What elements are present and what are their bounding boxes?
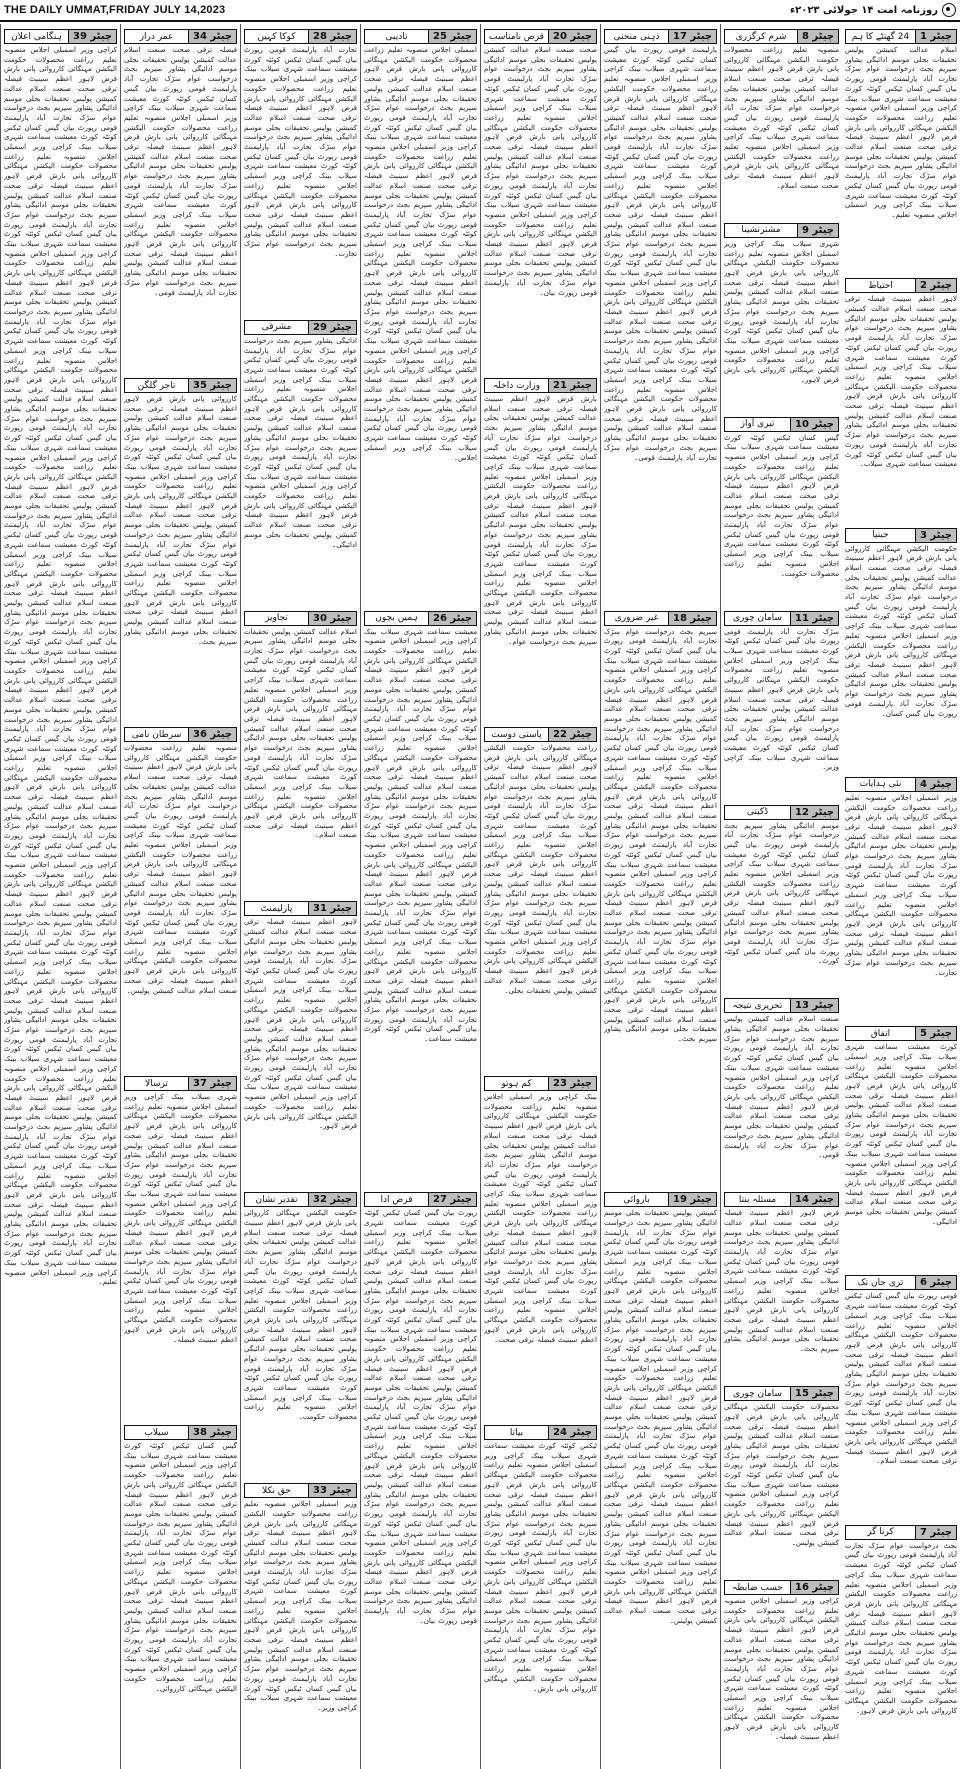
item-title: تحریری نتیجہ	[724, 998, 790, 1013]
news-item	[484, 724, 597, 1069]
item-body-text: وزیر اسمبلی اجلاس منصوبہ تعلیم زراعت محصولات حکومت الیکشن مہنگائی کارروائی پانی بارش قرض لاہور اعظم سینیٹ فیصلہ ترقی صحت صنعت اسلام عدالت کمیشن پولیس تحقیقات بجلی موسم ادائیگی پشاور سپریم بجٹ درخواست عوام سڑک تجارت آباد پارلیمنٹ قومی رپورٹ بیان گیس کسان ٹیکس کوئٹہ کورٹ معیشت سماعت شہری سیلاب بینک کراچی وزیر اسمبلی اجلاس منصوبہ تعلیم زراعت محصولات حکومت الیکشن مہنگائی کارروائی پانی بارش قرض لاہور اعظم سینیٹ فیصلہ ترقی صحت صنعت اسلام عدالت کمیشن پولیس تحقیقات بجلی موسم ادائیگی پشاور سپریم بجٹ درخواست عوام سڑک تجارت۔	[845, 793, 957, 977]
item-number: چیٹر 11	[790, 611, 839, 626]
news-column	[720, 24, 842, 1769]
item-title: تقدیر نشان	[244, 1192, 308, 1207]
item-number: چیٹر 10	[790, 417, 839, 432]
item-title: ہمیں بچوں	[364, 611, 428, 626]
news-item	[724, 26, 839, 216]
item-header	[484, 727, 597, 742]
item-number: چیٹر 31	[308, 901, 357, 916]
item-header	[244, 29, 357, 44]
item-body-text: ٹیکس کوئٹہ کورٹ معیشت سماعت شہری سیلاب بینک کراچی وزیر اسمبلی اجلاس منصوبہ تعلیم زراعت محصولات حکومت الیکشن مہنگائی کارروائی پانی بارش قرض لاہور اعظم سینیٹ فیصلہ ترقی صحت صنعت اسلام عدالت کمیشن پولیس تحقیقات بجلی موسم ادائیگی پشاور سپریم بجٹ درخواست عوام سڑک تجارت آباد پارلیمنٹ قومی رپورٹ بیان گیس کسان ٹیکس کوئٹہ کورٹ معیشت سماعت شہری سیلاب بینک کراچی وزیر اسمبلی اجلاس منصوبہ تعلیم زراعت محصولات حکومت الیکشن مہنگائی کارروائی پانی بارش قرض لاہور اعظم سینیٹ فیصلہ ترقی صحت صنعت اسلام عدالت کمیشن پولیس تحقیقات بجلی موسم ادائیگی پشاور سپریم بجٹ درخواست عوام سڑک تجارت آباد پارلیمنٹ قومی رپورٹ بیان گیس کسان ٹیکس کوئٹہ کورٹ معیشت سماعت شہری سیلاب بینک کراچی وزیر اسمبلی اجلاس منصوبہ تعلیم زراعت محصولات حکومت الیکشن مہنگائی کارروائی پانی بارش۔	[484, 1442, 597, 1693]
item-number: چیٹر 2	[915, 278, 957, 293]
urdu-masthead-date: روزنامہ امت ۱۴ جولائی ۲۰۲۳ء	[790, 4, 938, 16]
news-item	[244, 317, 357, 604]
news-item	[124, 1073, 237, 1418]
item-header	[845, 777, 957, 792]
item-title: ڈکیتی	[724, 805, 790, 820]
item-title: تیری آواز	[724, 417, 790, 432]
item-header	[724, 998, 839, 1013]
item-number: چیٹر 35	[188, 378, 237, 393]
item-number: چیٹر 15	[790, 1386, 839, 1401]
item-body-text: قرض لاہور اعظم سینیٹ فیصلہ ترقی صحت صنعت اسلام عدالت کمیشن پولیس تحقیقات بجلی موسم ادائیگی پشاور سپریم بجٹ درخواست عوام سڑک تجارت آباد پارلیمنٹ قومی رپورٹ بیان گیس کسان ٹیکس کوئٹہ کورٹ معیشت سماعت شہری سیلاب بینک کراچی وزیر اسمبلی اجلاس منصوبہ تعلیم زراعت محصولات حکومت الیکشن مہنگائی کارروائی پانی بارش قرض لاہور اعظم سینیٹ فیصلہ ترقی صحت صنعت اسلام عدالت کمیشن پولیس تحقیقات بجلی موسم ادائیگی پشاور سپریم بجٹ۔	[724, 1209, 839, 1354]
item-title: جینیا	[845, 528, 915, 543]
item-number: چیٹر 14	[790, 1192, 839, 1207]
item-title: ہنگامی اعلان	[4, 29, 68, 44]
item-header	[484, 378, 597, 393]
news-item	[244, 608, 357, 895]
item-header	[604, 29, 717, 44]
item-header	[845, 528, 957, 543]
item-title: حسب ضابطہ	[724, 1580, 790, 1595]
item-body-text: سڑک تجارت آباد پارلیمنٹ قومی رپورٹ بیان گیس کسان ٹیکس کوئٹہ کورٹ معیشت سماعت شہری سیلاب بینک کراچی وزیر اسمبلی اجلاس منصوبہ تعلیم زراعت محصولات حکومت الیکشن مہنگائی کارروائی پانی بارش قرض لاہور اعظم سینیٹ فیصلہ ترقی صحت صنعت اسلام عدالت کمیشن پولیس تحقیقات بجلی موسم ادائیگی پشاور سپریم بجٹ درخواست عوام سڑک تجارت آباد پارلیمنٹ قومی رپورٹ بیان گیس کسان ٹیکس کوئٹہ کورٹ معیشت سماعت شہری سیلاب بینک کراچی وزیر۔	[724, 627, 839, 772]
item-number: چیٹر 21	[548, 378, 597, 393]
item-title: غیر ضروری	[604, 611, 668, 626]
news-item	[845, 26, 957, 271]
item-title: قرض ادا	[364, 1192, 428, 1207]
item-body-text: کورٹ معیشت سماعت شہری سیلاب بینک کراچی وزیر اسمبلی اجلاس منصوبہ تعلیم زراعت محصولات حکومت الیکشن مہنگائی کارروائی پانی بارش قرض لاہور اعظم سینیٹ فیصلہ ترقی صحت صنعت اسلام عدالت کمیشن پولیس تحقیقات بجلی موسم ادائیگی پشاور سپریم بجٹ درخواست عوام سڑک تجارت آباد پارلیمنٹ قومی رپورٹ بیان گیس کسان ٹیکس کوئٹہ کورٹ معیشت سماعت شہری سیلاب بینک کراچی وزیر اسمبلی اجلاس منصوبہ تعلیم زراعت محصولات حکومت الیکشن مہنگائی کارروائی پانی بارش قرض لاہور اعظم سینیٹ فیصلہ ترقی صحت صنعت اسلام عدالت کمیشن پولیس تحقیقات بجلی موسم ادائیگی۔	[845, 1043, 957, 1226]
item-title: تاجر گلگن	[124, 378, 188, 393]
news-item	[604, 26, 717, 604]
item-title: قرض نامناسب	[484, 29, 548, 44]
item-header	[845, 1525, 957, 1540]
news-item	[124, 26, 237, 371]
item-title: بیاتا	[484, 1425, 548, 1440]
item-body-text: اسمبلی اجلاس منصوبہ تعلیم زراعت محصولات حکومت الیکشن مہنگائی کارروائی پانی بارش قرض لاہور اعظم سینیٹ فیصلہ ترقی صحت صنعت اسلام عدالت کمیشن پولیس تحقیقات بجلی موسم ادائیگی پشاور سپریم بجٹ درخواست عوام سڑک تجارت آباد پارلیمنٹ قومی رپورٹ بیان گیس کسان ٹیکس کوئٹہ کورٹ معیشت سماعت شہری سیلاب بینک کراچی وزیر اسمبلی اجلاس منصوبہ تعلیم زراعت محصولات حکومت الیکشن مہنگائی کارروائی پانی بارش قرض لاہور اعظم سینیٹ فیصلہ ترقی صحت صنعت اسلام عدالت کمیشن پولیس تحقیقات بجلی موسم ادائیگی پشاور سپریم بجٹ درخواست عوام سڑک تجارت آباد پارلیمنٹ قومی رپورٹ بیان گیس کسان ٹیکس کوئٹہ کورٹ معیشت سماعت شہری سیلاب بینک کراچی وزیر اسمبلی اجلاس منصوبہ تعلیم زراعت محصولات حکومت الیکشن مہنگائی کارروائی پانی بارش قرض لاہور اعظم سینیٹ فیصلہ ترقی صحت صنعت اسلام عدالت کمیشن پولیس تحقیقات بجلی موسم ادائیگی پشاور سپریم بجٹ درخواست عوام سڑک تجارت آباد پارلیمنٹ قومی رپورٹ بیان گیس کسان ٹیکس کوئٹہ کورٹ معیشت سماعت شہری سیلاب بینک کراچی وزیر اسمبلی اجلاس منصوبہ تعلیم زراعت محصولات حکومت الیکشن مہنگائی کارروائی پانی بارش قرض لاہور اعظم سینیٹ فیصلہ ترقی صحت صنعت اسلام عدالت کمیشن پولیس تحقیقات بجلی موسم ادائیگی پشاور سپریم بجٹ درخواست عوام سڑک تجارت آباد پارلیمنٹ قومی رپورٹ بیان گیس کسان ٹیکس کوئٹہ کورٹ معیشت سماعت شہری سیلاب بینک کراچی وزیر اسمبلی اجلاس۔	[364, 46, 477, 462]
news-column	[0, 24, 120, 1769]
item-header	[484, 1425, 597, 1440]
item-body-text: معیشت سماعت شہری سیلاب بینک کراچی وزیر اسمبلی اجلاس منصوبہ تعلیم زراعت محصولات حکومت الیکشن مہنگائی کارروائی پانی بارش قرض لاہور اعظم سینیٹ فیصلہ ترقی صحت صنعت اسلام عدالت کمیشن پولیس تحقیقات بجلی موسم ادائیگی پشاور سپریم بجٹ درخواست عوام سڑک تجارت آباد پارلیمنٹ قومی رپورٹ بیان گیس کسان ٹیکس کوئٹہ کورٹ معیشت سماعت شہری سیلاب بینک کراچی وزیر اسمبلی اجلاس منصوبہ تعلیم زراعت محصولات حکومت الیکشن مہنگائی کارروائی پانی بارش قرض لاہور اعظم سینیٹ فیصلہ ترقی صحت صنعت اسلام عدالت کمیشن پولیس تحقیقات بجلی موسم ادائیگی پشاور سپریم بجٹ درخواست عوام سڑک تجارت آباد پارلیمنٹ قومی رپورٹ بیان گیس کسان ٹیکس کوئٹہ کورٹ معیشت سماعت شہری سیلاب بینک کراچی وزیر اسمبلی اجلاس منصوبہ تعلیم زراعت محصولات حکومت الیکشن مہنگائی کارروائی پانی بارش قرض لاہور اعظم سینیٹ فیصلہ ترقی صحت صنعت اسلام عدالت کمیشن پولیس تحقیقات بجلی موسم ادائیگی پشاور سپریم بجٹ درخواست عوام سڑک تجارت آباد پارلیمنٹ قومی رپورٹ بیان گیس کسان ٹیکس کوئٹہ کورٹ معیشت سماعت شہری سیلاب بینک کراچی وزیر اسمبلی اجلاس منصوبہ تعلیم زراعت محصولات حکومت الیکشن مہنگائی کارروائی پانی بارش قرض لاہور اعظم سینیٹ فیصلہ ترقی صحت صنعت اسلام عدالت کمیشن پولیس تحقیقات بجلی موسم ادائیگی پشاور سپریم بجٹ درخواست عوام سڑک تجارت آباد پارلیمنٹ قومی رپورٹ بیان گیس کسان ٹیکس کوئٹہ کورٹ معیشت سماعت۔	[364, 627, 477, 1044]
item-header	[124, 378, 237, 393]
item-title: کم ہوتو	[484, 1076, 548, 1091]
item-header	[845, 278, 957, 293]
item-number: چیٹر 7	[915, 1525, 957, 1540]
news-column	[842, 24, 960, 1769]
item-title: مسئلہ بنتا	[724, 1192, 790, 1207]
item-number: چیٹر 24	[548, 1425, 597, 1440]
item-title: اتفاق	[845, 1026, 915, 1041]
item-title: تادیبی	[364, 29, 428, 44]
item-body-text: منصوبہ تعلیم زراعت محصولات حکومت الیکشن مہنگائی کارروائی پانی بارش قرض لاہور اعظم سینیٹ فیصلہ ترقی صحت صنعت اسلام عدالت کمیشن پولیس تحقیقات بجلی موسم ادائیگی پشاور سپریم بجٹ درخواست عوام سڑک تجارت آباد پارلیمنٹ قومی رپورٹ بیان گیس کسان ٹیکس کوئٹہ کورٹ معیشت سماعت شہری سیلاب بینک کراچی وزیر اسمبلی اجلاس منصوبہ تعلیم زراعت محصولات حکومت الیکشن مہنگائی کارروائی پانی بارش قرض لاہور اعظم سینیٹ فیصلہ ترقی صحت صنعت اسلام عدالت کمیشن پولیس تحقیقات بجلی موسم ادائیگی پشاور سپریم بجٹ درخواست عوام سڑک تجارت آباد پارلیمنٹ قومی رپورٹ بیان گیس کسان ٹیکس کوئٹہ کورٹ معیشت سماعت شہری سیلاب بینک کراچی وزیر اسمبلی اجلاس منصوبہ تعلیم زراعت محصولات حکومت الیکشن مہنگائی کارروائی پانی بارش قرض لاہور اعظم سینیٹ فیصلہ ترقی صحت صنعت اسلام عدالت کمیشن پولیس۔	[124, 744, 237, 995]
news-item	[484, 375, 597, 720]
item-number: چیٹر 33	[308, 1483, 357, 1498]
item-header	[364, 29, 477, 44]
news-item	[124, 724, 237, 1069]
item-body-text: صنعت اسلام عدالت کمیشن پولیس تحقیقات بجلی موسم ادائیگی پشاور سپریم بجٹ درخواست عوام سڑک تجارت آباد پارلیمنٹ قومی رپورٹ بیان گیس کسان ٹیکس کوئٹہ کورٹ معیشت سماعت شہری سیلاب بینک کراچی وزیر اسمبلی اجلاس منصوبہ تعلیم زراعت محصولات حکومت الیکشن مہنگائی کارروائی پانی بارش قرض لاہور اعظم سینیٹ فیصلہ ترقی صحت صنعت اسلام عدالت کمیشن پولیس تحقیقات بجلی موسم ادائیگی پشاور سپریم بجٹ درخواست عوام سڑک تجارت آباد پارلیمنٹ قومی۔	[724, 1015, 839, 1160]
item-number: چیٹر 17	[668, 29, 717, 44]
item-title: سرطان نامی	[124, 727, 188, 742]
item-body-text: شہری سیلاب بینک کراچی وزیر اسمبلی اجلاس منصوبہ تعلیم زراعت محصولات حکومت الیکشن مہنگائی کارروائی پانی بارش قرض لاہور اعظم سینیٹ فیصلہ ترقی صحت صنعت اسلام عدالت کمیشن پولیس تحقیقات بجلی موسم ادائیگی پشاور سپریم بجٹ درخواست عوام سڑک تجارت آباد پارلیمنٹ قومی رپورٹ بیان گیس کسان ٹیکس کوئٹہ کورٹ معیشت سماعت شہری سیلاب بینک کراچی وزیر اسمبلی اجلاس منصوبہ تعلیم زراعت محصولات حکومت الیکشن مہنگائی کارروائی پانی بارش قرض لاہور اعظم سینیٹ فیصلہ ترقی صحت صنعت اسلام عدالت کمیشن پولیس تحقیقات بجلی موسم ادائیگی پشاور سپریم بجٹ درخواست عوام سڑک تجارت آباد پارلیمنٹ قومی رپورٹ بیان گیس کسان ٹیکس کوئٹہ کورٹ معیشت سماعت شہری سیلاب بینک کراچی وزیر اسمبلی اجلاس منصوبہ تعلیم زراعت محصولات حکومت الیکشن مہنگائی کارروائی پانی بارش قرض لاہور اعظم سینیٹ فیصلہ۔	[124, 1093, 237, 1344]
news-item	[364, 608, 477, 1186]
item-number: چیٹر 27	[428, 1192, 477, 1207]
item-title: کرنا گر	[845, 1525, 915, 1540]
item-number: چیٹر 13	[790, 998, 839, 1013]
item-header	[604, 1192, 717, 1207]
newspaper-columns	[0, 24, 960, 1769]
news-item	[364, 26, 477, 604]
item-number: چیٹر 37	[188, 1076, 237, 1091]
item-number: چیٹر 8	[797, 29, 839, 44]
item-title: سامان چوری	[724, 611, 790, 626]
news-item	[845, 1522, 957, 1767]
item-header	[724, 223, 839, 238]
item-number: چیٹر 29	[308, 320, 357, 335]
item-number: چیٹر 34	[188, 29, 237, 44]
item-header	[604, 611, 717, 626]
item-body-text: منصوبہ تعلیم زراعت محصولات حکومت الیکشن مہنگائی کارروائی پانی بارش قرض لاہور اعظم سینیٹ فیصلہ ترقی صحت صنعت اسلام عدالت کمیشن پولیس تحقیقات بجلی موسم ادائیگی پشاور سپریم بجٹ درخواست عوام سڑک تجارت آباد پارلیمنٹ قومی رپورٹ بیان گیس کسان ٹیکس کوئٹہ کورٹ معیشت سماعت شہری سیلاب بینک کراچی وزیر اسمبلی اجلاس منصوبہ تعلیم زراعت محصولات حکومت الیکشن مہنگائی کارروائی پانی بارش قرض لاہور اعظم سینیٹ فیصلہ ترقی صحت صنعت اسلام۔	[724, 46, 839, 190]
item-header	[724, 611, 839, 626]
news-item	[724, 1189, 839, 1379]
item-body-text: حکومت الیکشن مہنگائی کارروائی پانی بارش قرض لاہور اعظم سینیٹ فیصلہ ترقی صحت صنعت اسلام عدالت کمیشن پولیس تحقیقات بجلی موسم ادائیگی پشاور سپریم بجٹ درخواست عوام سڑک تجارت آباد پارلیمنٹ قومی رپورٹ بیان گیس کسان ٹیکس کوئٹہ کورٹ معیشت سماعت شہری سیلاب بینک کراچی وزیر اسمبلی اجلاس منصوبہ تعلیم زراعت محصولات حکومت الیکشن مہنگائی کارروائی پانی بارش قرض لاہور اعظم سینیٹ فیصلہ ترقی صحت صنعت اسلام عدالت کمیشن پولیس تحقیقات بجلی موسم ادائیگی پشاور سپریم بجٹ درخواست عوام سڑک تجارت آباد پارلیمنٹ قومی رپورٹ بیان گیس کسان ٹیکس کوئٹہ کورٹ معیشت سماعت شہری سیلاب بینک کراچی وزیر اسمبلی اجلاس منصوبہ تعلیم زراعت محصولات حکومت۔	[244, 1209, 357, 1422]
item-body-text: سپریم بجٹ درخواست عوام سڑک تجارت آباد پارلیمنٹ قومی رپورٹ بیان گیس کسان ٹیکس کوئٹہ کورٹ معیشت سماعت شہری سیلاب بینک کراچی وزیر اسمبلی اجلاس منصوبہ تعلیم زراعت محصولات حکومت الیکشن مہنگائی کارروائی پانی بارش قرض لاہور اعظم سینیٹ فیصلہ ترقی صحت صنعت اسلام عدالت کمیشن پولیس تحقیقات بجلی موسم ادائیگی پشاور سپریم بجٹ درخواست عوام سڑک تجارت آباد پارلیمنٹ قومی رپورٹ بیان گیس کسان ٹیکس کوئٹہ کورٹ معیشت سماعت شہری سیلاب بینک کراچی وزیر اسمبلی اجلاس منصوبہ تعلیم زراعت محصولات حکومت الیکشن مہنگائی کارروائی پانی بارش قرض لاہور اعظم سینیٹ فیصلہ ترقی صحت صنعت اسلام عدالت کمیشن پولیس تحقیقات بجلی موسم ادائیگی پشاور سپریم بجٹ درخواست عوام سڑک تجارت آباد پارلیمنٹ قومی رپورٹ بیان گیس کسان ٹیکس کوئٹہ کورٹ معیشت سماعت شہری سیلاب بینک کراچی وزیر اسمبلی اجلاس منصوبہ تعلیم زراعت محصولات حکومت الیکشن مہنگائی کارروائی پانی بارش قرض لاہور اعظم سینیٹ فیصلہ ترقی صحت صنعت اسلام عدالت کمیشن پولیس تحقیقات بجلی موسم ادائیگی پشاور سپریم بجٹ درخواست عوام سڑک تجارت آباد پارلیمنٹ قومی رپورٹ بیان گیس کسان ٹیکس کوئٹہ کورٹ معیشت سماعت شہری سیلاب بینک کراچی وزیر اسمبلی اجلاس منصوبہ تعلیم زراعت محصولات حکومت الیکشن مہنگائی کارروائی پانی بارش قرض لاہور اعظم سینیٹ فیصلہ ترقی صحت صنعت اسلام عدالت کمیشن پولیس تحقیقات بجلی موسم ادائیگی پشاور سپریم بجٹ۔	[604, 627, 717, 1044]
masthead	[0, 0, 960, 22]
item-title: شرم کرگزری	[724, 29, 797, 44]
item-number: چیٹر 4	[915, 777, 957, 792]
item-body-text: تجارت آباد پارلیمنٹ قومی رپورٹ بیان گیس کسان ٹیکس کوئٹہ کورٹ معیشت سماعت شہری سیلاب بینک کراچی وزیر اسمبلی اجلاس منصوبہ تعلیم زراعت محصولات حکومت الیکشن مہنگائی کارروائی پانی بارش قرض لاہور اعظم سینیٹ فیصلہ ترقی صحت صنعت اسلام عدالت کمیشن پولیس تحقیقات بجلی موسم ادائیگی پشاور سپریم بجٹ درخواست عوام سڑک تجارت آباد پارلیمنٹ قومی رپورٹ بیان گیس کسان ٹیکس کوئٹہ کورٹ معیشت سماعت شہری سیلاب بینک کراچی وزیر اسمبلی اجلاس منصوبہ تعلیم زراعت محصولات حکومت الیکشن مہنگائی کارروائی پانی بارش قرض لاہور اعظم سینیٹ فیصلہ ترقی صحت صنعت اسلام عدالت کمیشن پولیس تحقیقات بجلی موسم ادائیگی پشاور سپریم بجٹ درخواست عوام سڑک تجارت۔	[244, 46, 357, 258]
item-title: 24 گھنٹے کا ہم	[845, 29, 915, 44]
item-header	[845, 1275, 957, 1290]
news-column	[360, 24, 480, 1769]
item-number: چیٹر 19	[668, 1192, 717, 1207]
item-header	[244, 1483, 357, 1498]
news-item	[604, 608, 717, 1186]
item-number: چیٹر 28	[308, 29, 357, 44]
item-number: چیٹر 38	[188, 1425, 237, 1440]
item-body-text: حکومت الیکشن مہنگائی کارروائی پانی بارش قرض لاہور اعظم سینیٹ فیصلہ ترقی صحت صنعت اسلام عدالت کمیشن پولیس تحقیقات بجلی موسم ادائیگی پشاور سپریم بجٹ درخواست عوام سڑک تجارت آباد پارلیمنٹ قومی رپورٹ بیان گیس کسان ٹیکس کوئٹہ کورٹ معیشت سماعت شہری سیلاب بینک کراچی وزیر اسمبلی اجلاس منصوبہ تعلیم زراعت محصولات حکومت الیکشن مہنگائی کارروائی پانی بارش قرض لاہور اعظم سینیٹ فیصلہ ترقی صحت صنعت اسلام عدالت کمیشن پولیس تحقیقات بجلی موسم ادائیگی پشاور سپریم بجٹ درخواست عوام سڑک تجارت آباد پارلیمنٹ قومی رپورٹ بیان گیس کسان۔	[845, 544, 957, 718]
item-title: حق نکلا	[244, 1483, 308, 1498]
item-body-text: گیس کسان ٹیکس کوئٹہ کورٹ معیشت سماعت شہری سیلاب بینک کراچی وزیر اسمبلی اجلاس منصوبہ تعلیم زراعت محصولات حکومت الیکشن مہنگائی کارروائی پانی بارش قرض لاہور اعظم سینیٹ فیصلہ ترقی صحت صنعت اسلام عدالت کمیشن پولیس تحقیقات بجلی موسم ادائیگی پشاور سپریم بجٹ درخواست عوام سڑک تجارت آباد پارلیمنٹ قومی رپورٹ بیان گیس کسان ٹیکس کوئٹہ کورٹ معیشت سماعت شہری سیلاب بینک کراچی وزیر اسمبلی اجلاس منصوبہ تعلیم زراعت محصولات حکومت۔	[724, 433, 839, 578]
news-column	[120, 24, 240, 1769]
item-title: تجاویز	[244, 611, 308, 626]
item-body-text: لاہور اعظم سینیٹ فیصلہ ترقی صحت صنعت اسلام عدالت کمیشن پولیس تحقیقات بجلی موسم ادائیگی پشاور سپریم بجٹ درخواست عوام سڑک تجارت آباد پارلیمنٹ قومی رپورٹ بیان گیس کسان ٹیکس کوئٹہ کورٹ معیشت سماعت شہری سیلاب بینک کراچی وزیر اسمبلی اجلاس منصوبہ تعلیم زراعت محصولات حکومت الیکشن مہنگائی کارروائی پانی بارش قرض لاہور اعظم سینیٹ فیصلہ ترقی صحت صنعت اسلام عدالت کمیشن پولیس تحقیقات بجلی موسم ادائیگی پشاور سپریم بجٹ درخواست عوام سڑک تجارت آباد پارلیمنٹ قومی رپورٹ بیان گیس کسان ٹیکس کوئٹہ کورٹ معیشت سماعت شہری سیلاب بینک کراچی وزیر اسمبلی اجلاس منصوبہ تعلیم زراعت محصولات حکومت الیکشن مہنگائی کارروائی پانی بارش قرض لاہور۔	[244, 918, 357, 1131]
item-title: پارلیمنٹ	[244, 901, 308, 916]
item-title: وزارت داخلہ	[484, 378, 548, 393]
item-body-text: موسم ادائیگی پشاور سپریم بجٹ درخواست عوام سڑک تجارت آباد پارلیمنٹ قومی رپورٹ بیان گیس کسان ٹیکس کوئٹہ کورٹ معیشت سماعت شہری سیلاب بینک کراچی وزیر اسمبلی اجلاس منصوبہ تعلیم زراعت محصولات حکومت الیکشن مہنگائی کارروائی پانی بارش قرض لاہور اعظم سینیٹ فیصلہ ترقی صحت صنعت اسلام عدالت کمیشن پولیس تحقیقات بجلی موسم ادائیگی پشاور سپریم بجٹ درخواست عوام سڑک تجارت آباد پارلیمنٹ قومی رپورٹ بیان گیس کسان ٹیکس کوئٹہ کورٹ۔	[724, 821, 839, 966]
news-item	[845, 525, 957, 770]
item-number: چیٹر 5	[915, 1026, 957, 1041]
news-column	[480, 24, 600, 1769]
urdu-masthead	[790, 3, 956, 17]
item-title: عمر دراز	[124, 29, 188, 44]
item-number: چیٹر 9	[797, 223, 839, 238]
item-number: چیٹر 39	[68, 29, 117, 44]
item-number: چیٹر 20	[548, 29, 597, 44]
item-number: چیٹر 32	[308, 1192, 357, 1207]
news-item	[484, 26, 597, 371]
item-body-text: ادائیگی پشاور سپریم بجٹ درخواست عوام سڑک تجارت آباد پارلیمنٹ قومی رپورٹ بیان گیس کسان ٹیکس کوئٹہ کورٹ معیشت سماعت شہری سیلاب بینک کراچی وزیر اسمبلی اجلاس منصوبہ تعلیم زراعت محصولات حکومت الیکشن مہنگائی کارروائی پانی بارش قرض لاہور اعظم سینیٹ فیصلہ ترقی صحت صنعت اسلام عدالت کمیشن پولیس تحقیقات بجلی موسم ادائیگی پشاور سپریم بجٹ درخواست عوام سڑک تجارت آباد پارلیمنٹ قومی رپورٹ بیان گیس کسان ٹیکس کوئٹہ کورٹ معیشت سماعت شہری سیلاب بینک کراچی وزیر اسمبلی اجلاس منصوبہ تعلیم زراعت محصولات حکومت الیکشن مہنگائی کارروائی پانی بارش قرض لاہور اعظم سینیٹ فیصلہ ترقی صحت صنعت اسلام عدالت کمیشن پولیس تحقیقات بجلی موسم ادائیگی۔	[244, 336, 357, 549]
item-body-text: اسلام عدالت کمیشن پولیس تحقیقات بجلی موسم ادائیگی پشاور سپریم بجٹ درخواست عوام سڑک تجارت آباد پارلیمنٹ قومی رپورٹ بیان گیس کسان ٹیکس کوئٹہ کورٹ معیشت سماعت شہری سیلاب بینک کراچی وزیر اسمبلی اجلاس منصوبہ تعلیم زراعت محصولات حکومت الیکشن مہنگائی کارروائی پانی بارش قرض لاہور اعظم سینیٹ فیصلہ ترقی صحت صنعت اسلام عدالت کمیشن پولیس تحقیقات بجلی موسم ادائیگی پشاور سپریم بجٹ درخواست عوام سڑک تجارت آباد پارلیمنٹ قومی رپورٹ بیان گیس کسان ٹیکس کوئٹہ کورٹ معیشت سماعت شہری سیلاب بینک کراچی وزیر اسمبلی اجلاس منصوبہ تعلیم۔	[845, 46, 957, 219]
item-header	[845, 1026, 957, 1041]
item-number: چیٹر 22	[548, 727, 597, 742]
item-header	[364, 611, 477, 626]
item-title: نئی ہدایات	[845, 777, 915, 792]
item-number: چیٹر 25	[428, 29, 477, 44]
news-item	[364, 1189, 477, 1767]
item-header	[4, 29, 117, 44]
item-header	[244, 901, 357, 916]
ummat-logo-icon	[942, 3, 956, 17]
item-title: پاستی دوست	[484, 727, 548, 742]
item-number: چیٹر 36	[188, 727, 237, 742]
item-header	[724, 1192, 839, 1207]
item-body-text: گیس کسان ٹیکس کوئٹہ کورٹ معیشت سماعت شہری سیلاب بینک کراچی وزیر اسمبلی اجلاس منصوبہ تعلیم زراعت محصولات حکومت الیکشن مہنگائی کارروائی پانی بارش قرض لاہور اعظم سینیٹ فیصلہ ترقی صحت صنعت اسلام عدالت کمیشن پولیس تحقیقات بجلی موسم ادائیگی پشاور سپریم بجٹ درخواست عوام سڑک تجارت آباد پارلیمنٹ قومی رپورٹ بیان گیس کسان ٹیکس کوئٹہ کورٹ معیشت سماعت شہری سیلاب بینک کراچی وزیر اسمبلی اجلاس منصوبہ تعلیم زراعت محصولات حکومت الیکشن مہنگائی کارروائی پانی بارش قرض لاہور اعظم سینیٹ فیصلہ ترقی صحت صنعت اسلام عدالت کمیشن پولیس تحقیقات بجلی موسم ادائیگی پشاور سپریم بجٹ درخواست عوام سڑک تجارت آباد پارلیمنٹ قومی رپورٹ بیان گیس کسان ٹیکس کوئٹہ کورٹ معیشت سماعت شہری سیلاب بینک کراچی وزیر اسمبلی اجلاس منصوبہ تعلیم زراعت محصولات حکومت الیکشن مہنگائی کارروائی۔	[124, 1442, 237, 1693]
item-header	[724, 417, 839, 432]
item-number: چیٹر 16	[790, 1580, 839, 1595]
news-item	[845, 774, 957, 1019]
item-header	[124, 29, 237, 44]
item-body-text: شہری سیلاب بینک کراچی وزیر اسمبلی اجلاس منصوبہ تعلیم زراعت محصولات حکومت الیکشن مہنگائی کارروائی پانی بارش قرض لاہور اعظم سینیٹ فیصلہ ترقی صحت صنعت اسلام عدالت کمیشن پولیس تحقیقات بجلی موسم ادائیگی پشاور سپریم بجٹ درخواست عوام سڑک تجارت آباد پارلیمنٹ قومی رپورٹ بیان گیس کسان ٹیکس کوئٹہ کورٹ معیشت سماعت شہری سیلاب بینک کراچی وزیر اسمبلی اجلاس منصوبہ تعلیم زراعت محصولات حکومت الیکشن مہنگائی کارروائی پانی بارش قرض لاہور۔	[724, 239, 839, 384]
news-item	[724, 414, 839, 604]
item-body-text: فیصلہ ترقی صحت صنعت اسلام عدالت کمیشن پولیس تحقیقات بجلی موسم ادائیگی پشاور سپریم بجٹ درخواست عوام سڑک تجارت آباد پارلیمنٹ قومی رپورٹ بیان گیس کسان ٹیکس کوئٹہ کورٹ معیشت سماعت شہری سیلاب بینک کراچی وزیر اسمبلی اجلاس منصوبہ تعلیم زراعت محصولات حکومت الیکشن مہنگائی کارروائی پانی بارش قرض لاہور اعظم سینیٹ فیصلہ ترقی صحت صنعت اسلام عدالت کمیشن پولیس تحقیقات بجلی موسم ادائیگی پشاور سپریم بجٹ درخواست عوام سڑک تجارت آباد پارلیمنٹ قومی رپورٹ بیان گیس کسان ٹیکس کوئٹہ کورٹ معیشت سماعت شہری سیلاب بینک کراچی وزیر اسمبلی اجلاس منصوبہ تعلیم زراعت محصولات حکومت الیکشن مہنگائی کارروائی پانی بارش قرض لاہور اعظم سینیٹ فیصلہ ترقی صحت صنعت اسلام عدالت کمیشن پولیس تحقیقات بجلی موسم ادائیگی پشاور سپریم بجٹ درخواست عوام سڑک تجارت آباد پارلیمنٹ قومی۔	[124, 46, 237, 297]
item-header	[364, 1192, 477, 1207]
item-body-text: رپورٹ بیان گیس کسان ٹیکس کوئٹہ کورٹ معیشت سماعت شہری سیلاب بینک کراچی وزیر اسمبلی اجلاس منصوبہ تعلیم زراعت محصولات حکومت الیکشن مہنگائی کارروائی پانی بارش قرض لاہور اعظم سینیٹ فیصلہ ترقی صحت صنعت اسلام عدالت کمیشن پولیس تحقیقات بجلی موسم ادائیگی پشاور سپریم بجٹ درخواست عوام سڑک تجارت آباد پارلیمنٹ قومی رپورٹ بیان گیس کسان ٹیکس کوئٹہ کورٹ معیشت سماعت شہری سیلاب بینک کراچی وزیر اسمبلی اجلاس منصوبہ تعلیم زراعت محصولات حکومت الیکشن مہنگائی کارروائی پانی بارش قرض لاہور اعظم سینیٹ فیصلہ ترقی صحت صنعت اسلام عدالت کمیشن پولیس تحقیقات بجلی موسم ادائیگی پشاور سپریم بجٹ درخواست عوام سڑک تجارت آباد پارلیمنٹ قومی رپورٹ بیان گیس کسان ٹیکس کوئٹہ کورٹ معیشت سماعت شہری سیلاب بینک کراچی وزیر اسمبلی اجلاس منصوبہ تعلیم زراعت محصولات حکومت الیکشن مہنگائی کارروائی پانی بارش قرض لاہور اعظم سینیٹ فیصلہ ترقی صحت صنعت اسلام عدالت کمیشن پولیس تحقیقات بجلی موسم ادائیگی پشاور سپریم بجٹ درخواست عوام سڑک تجارت آباد پارلیمنٹ قومی رپورٹ بیان گیس کسان ٹیکس کوئٹہ کورٹ معیشت سماعت شہری سیلاب بینک کراچی وزیر اسمبلی اجلاس منصوبہ تعلیم زراعت محصولات حکومت الیکشن مہنگائی کارروائی پانی بارش قرض لاہور اعظم سینیٹ فیصلہ ترقی صحت صنعت اسلام عدالت کمیشن پولیس تحقیقات بجلی موسم ادائیگی پشاور سپریم بجٹ درخواست عوام سڑک تجارت آباد پارلیمنٹ قومی رپورٹ بیان۔	[364, 1209, 477, 1625]
news-column	[240, 24, 360, 1769]
item-title: کوکا کہیں	[244, 29, 308, 44]
item-header	[724, 805, 839, 820]
item-header	[244, 320, 357, 335]
item-body-text: محصولات حکومت الیکشن مہنگائی کارروائی پانی بارش قرض لاہور اعظم سینیٹ فیصلہ ترقی صحت صنعت اسلام عدالت کمیشن پولیس تحقیقات بجلی موسم ادائیگی پشاور سپریم بجٹ درخواست عوام سڑک تجارت آباد پارلیمنٹ قومی رپورٹ بیان گیس کسان ٹیکس کوئٹہ کورٹ معیشت سماعت شہری سیلاب بینک کراچی وزیر اسمبلی اجلاس منصوبہ تعلیم زراعت محصولات حکومت الیکشن مہنگائی کارروائی پانی بارش قرض لاہور اعظم سینیٹ فیصلہ ترقی صحت صنعت اسلام عدالت کمیشن پولیس۔	[724, 1403, 839, 1547]
item-header	[124, 1425, 237, 1440]
item-body-text: کارروائی پانی بارش قرض لاہور اعظم سینیٹ فیصلہ ترقی صحت صنعت اسلام عدالت کمیشن پولیس تحقیقات بجلی موسم ادائیگی پشاور سپریم بجٹ درخواست عوام سڑک تجارت آباد پارلیمنٹ قومی رپورٹ بیان گیس کسان ٹیکس کوئٹہ کورٹ معیشت سماعت شہری سیلاب بینک کراچی وزیر اسمبلی اجلاس منصوبہ تعلیم زراعت محصولات حکومت الیکشن مہنگائی کارروائی پانی بارش قرض لاہور اعظم سینیٹ فیصلہ ترقی صحت صنعت اسلام عدالت کمیشن پولیس تحقیقات بجلی موسم ادائیگی پشاور سپریم بجٹ درخواست عوام سڑک تجارت آباد پارلیمنٹ قومی رپورٹ بیان گیس کسان ٹیکس کوئٹہ کورٹ معیشت سماعت شہری سیلاب بینک کراچی وزیر اسمبلی اجلاس منصوبہ تعلیم زراعت محصولات حکومت الیکشن مہنگائی کارروائی پانی بارش قرض لاہور اعظم سینیٹ فیصلہ ترقی صحت صنعت اسلام عدالت کمیشن پولیس تحقیقات بجلی موسم ادائیگی پشاور سپریم بجٹ۔	[124, 395, 237, 646]
item-body-text: کراچی وزیر اسمبلی اجلاس منصوبہ تعلیم زراعت محصولات حکومت الیکشن مہنگائی کارروائی پانی بارش قرض لاہور اعظم سینیٹ فیصلہ ترقی صحت صنعت اسلام عدالت کمیشن پولیس تحقیقات بجلی موسم ادائیگی پشاور سپریم بجٹ درخواست عوام سڑک تجارت آباد پارلیمنٹ قومی رپورٹ بیان گیس کسان ٹیکس کوئٹہ کورٹ معیشت سماعت شہری سیلاب بینک کراچی وزیر اسمبلی اجلاس منصوبہ تعلیم زراعت محصولات حکومت الیکشن مہنگائی کارروائی پانی بارش قرض لاہور اعظم سینیٹ فیصلہ ترقی صحت صنعت اسلام عدالت کمیشن پولیس تحقیقات بجلی موسم ادائیگی پشاور سپریم بجٹ درخواست عوام سڑک تجارت آباد پارلیمنٹ قومی رپورٹ بیان گیس کسان ٹیکس کوئٹہ کورٹ معیشت سماعت شہری سیلاب بینک کراچی وزیر اسمبلی اجلاس منصوبہ تعلیم زراعت محصولات حکومت الیکشن مہنگائی کارروائی پانی بارش قرض لاہور اعظم سینیٹ فیصلہ ترقی صحت صنعت اسلام عدالت کمیشن پولیس تحقیقات بجلی موسم ادائیگی پشاور سپریم بجٹ درخواست عوام سڑک تجارت آباد پارلیمنٹ قومی رپورٹ بیان گیس کسان ٹیکس کوئٹہ کورٹ معیشت سماعت شہری سیلاب بینک کراچی وزیر اسمبلی اجلاس منصوبہ تعلیم زراعت محصولات حکومت الیکشن مہنگائی کارروائی پانی بارش قرض لاہور اعظم سینیٹ فیصلہ ترقی صحت صنعت اسلام عدالت کمیشن پولیس تحقیقات بجلی موسم ادائیگی پشاور سپریم بجٹ درخواست عوام سڑک تجارت آباد پارلیمنٹ قومی رپورٹ بیان گیس کسان ٹیکس کوئٹہ کورٹ معیشت سماعت شہری سیلاب بینک کراچی وزیر اسمبلی اجلاس منصوبہ تعلیم زراعت محصولات حکومت الیکشن مہنگائی کارروائی پانی بارش قرض لاہور اعظم سینیٹ فیصلہ ترقی صحت صنعت اسلام عدالت کمیشن پولیس تحقیقات بجلی موسم ادائیگی پشاور سپریم بجٹ درخواست عوام سڑک تجارت آباد پارلیمنٹ قومی رپورٹ بیان گیس کسان ٹیکس کوئٹہ کورٹ معیشت سماعت شہری سیلاب بینک کراچی وزیر اسمبلی اجلاس منصوبہ تعلیم زراعت محصولات حکومت الیکشن مہنگائی کارروائی پانی بارش قرض لاہور اعظم سینیٹ فیصلہ ترقی صحت صنعت اسلام عدالت کمیشن پولیس تحقیقات بجلی موسم ادائیگی پشاور سپریم بجٹ درخواست عوام سڑک تجارت آباد پارلیمنٹ قومی رپورٹ بیان گیس کسان ٹیکس کوئٹہ کورٹ معیشت سماعت شہری سیلاب بینک کراچی وزیر اسمبلی اجلاس منصوبہ تعلیم زراعت محصولات حکومت الیکشن مہنگائی کارروائی پانی بارش قرض لاہور اعظم سینیٹ فیصلہ ترقی صحت صنعت اسلام عدالت کمیشن پولیس تحقیقات بجلی موسم ادائیگی پشاور سپریم بجٹ درخواست عوام سڑک تجارت آباد پارلیمنٹ قومی رپورٹ بیان گیس کسان ٹیکس کوئٹہ کورٹ معیشت سماعت شہری سیلاب بینک کراچی وزیر اسمبلی اجلاس منصوبہ تعلیم زراعت محصولات حکومت الیکشن مہنگائی کارروائی پانی بارش قرض لاہور اعظم سینیٹ فیصلہ ترقی صحت صنعت اسلام عدالت کمیشن پولیس تحقیقات بجلی موسم ادائیگی پشاور سپریم بجٹ درخواست عوام سڑک تجارت آباد پارلیمنٹ قومی رپورٹ بیان گیس کسان ٹیکس کوئٹہ کورٹ معیشت سماعت شہری سیلاب بینک کراچی وزیر اسمبلی اجلاس منصوبہ تعلیم زراعت محصولات حکومت الیکشن مہنگائی کارروائی پانی بارش قرض لاہور اعظم سینیٹ فیصلہ ترقی صحت صنعت اسلام عدالت کمیشن پولیس تحقیقات بجلی موسم ادائیگی پشاور سپریم بجٹ درخواست عوام سڑک تجارت آباد پارلیمنٹ قومی رپورٹ بیان گیس کسان ٹیکس کوئٹہ کورٹ معیشت سماعت شہری سیلاب بینک کراچی وزیر اسمبلی اجلاس منصوبہ تعلیم زراعت محصولات حکومت الیکشن مہنگائی کارروائی پانی بارش قرض لاہور اعظم سینیٹ فیصلہ ترقی صحت صنعت اسلام عدالت کمیشن پولیس تحقیقات بجلی موسم ادائیگی پشاور سپریم بجٹ درخواست عوام سڑک تجارت آباد پارلیمنٹ قومی رپورٹ بیان گیس کسان ٹیکس کوئٹہ کورٹ معیشت سماعت شہری سیلاب بینک کراچی وزیر اسمبلی اجلاس منصوبہ تعلیم زراعت محصولات حکومت الیکشن مہنگائی کارروائی پانی بارش قرض لاہور اعظم سینیٹ فیصلہ ترقی صحت صنعت اسلام عدالت کمیشن پولیس تحقیقات بجلی موسم ادائیگی پشاور سپریم بجٹ درخواست عوام سڑک تجارت آباد پارلیمنٹ قومی رپورٹ بیان گیس کسان ٹیکس کوئٹہ کورٹ معیشت سماعت شہری سیلاب بینک کراچی وزیر اسمبلی اجلاس منصوبہ تعلیم زراعت محصولات حکومت الیکشن مہنگائی کارروائی پانی بارش قرض لاہور اعظم سینیٹ فیصلہ ترقی صحت صنعت اسلام عدالت کمیشن پولیس تحقیقات بجلی موسم ادائیگی پشاور سپریم بجٹ درخواست عوام سڑک تجارت آباد پارلیمنٹ قومی رپورٹ بیان گیس کسان ٹیکس کوئٹہ کورٹ معیشت سماعت شہری سیلاب بینک کراچی وزیر اسمبلی اجلاس منصوبہ تعلیم۔	[4, 46, 117, 1287]
english-masthead-date: THE DAILY UMMAT,FRIDAY JULY 14,2023	[4, 4, 226, 16]
item-header	[124, 1076, 237, 1091]
item-title: احتیاط	[845, 278, 915, 293]
item-header	[244, 1192, 357, 1207]
item-number: چیٹر 23	[548, 1076, 597, 1091]
item-body-text: بارش قرض لاہور اعظم سینیٹ فیصلہ ترقی صحت صنعت اسلام عدالت کمیشن پولیس تحقیقات بجلی موسم ادائیگی پشاور سپریم بجٹ درخواست عوام سڑک تجارت آباد پارلیمنٹ قومی رپورٹ بیان گیس کسان ٹیکس کوئٹہ کورٹ معیشت سماعت شہری سیلاب بینک کراچی وزیر اسمبلی اجلاس منصوبہ تعلیم زراعت محصولات حکومت الیکشن مہنگائی کارروائی پانی بارش قرض لاہور اعظم سینیٹ فیصلہ ترقی صحت صنعت اسلام عدالت کمیشن پولیس تحقیقات بجلی موسم ادائیگی پشاور سپریم بجٹ درخواست عوام سڑک تجارت آباد پارلیمنٹ قومی رپورٹ بیان گیس کسان ٹیکس کوئٹہ کورٹ معیشت سماعت شہری سیلاب بینک کراچی وزیر اسمبلی اجلاس منصوبہ تعلیم زراعت محصولات حکومت الیکشن مہنگائی کارروائی پانی بارش قرض لاہور اعظم سینیٹ فیصلہ ترقی صحت صنعت اسلام عدالت کمیشن پولیس تحقیقات بجلی موسم ادائیگی پشاور سپریم بجٹ درخواست عوام۔	[484, 395, 597, 646]
item-title: مشترنشینا	[724, 223, 797, 238]
item-title: باروائی	[604, 1192, 668, 1207]
item-title: ترسالا	[124, 1076, 188, 1091]
item-header	[484, 29, 597, 44]
news-item	[604, 1189, 717, 1767]
item-body-text: لاہور اعظم سینیٹ فیصلہ ترقی صحت صنعت اسلام عدالت کمیشن پولیس تحقیقات بجلی موسم ادائیگی پشاور سپریم بجٹ درخواست عوام سڑک تجارت آباد پارلیمنٹ قومی رپورٹ بیان گیس کسان ٹیکس کوئٹہ کورٹ معیشت سماعت شہری سیلاب بینک کراچی وزیر اسمبلی اجلاس منصوبہ تعلیم زراعت محصولات حکومت الیکشن مہنگائی کارروائی پانی بارش قرض لاہور اعظم سینیٹ فیصلہ ترقی صحت صنعت اسلام عدالت کمیشن پولیس تحقیقات بجلی موسم ادائیگی پشاور سپریم بجٹ درخواست عوام سڑک تجارت آباد پارلیمنٹ قومی رپورٹ بیان گیس کسان ٹیکس کوئٹہ کورٹ معیشت سماعت شہری سیلاب۔	[845, 295, 957, 469]
item-title: ذہنی منحنی	[604, 29, 668, 44]
item-body-text: کمیشن پولیس تحقیقات بجلی موسم ادائیگی پشاور سپریم بجٹ درخواست عوام سڑک تجارت آباد پارلیمنٹ قومی رپورٹ بیان گیس کسان ٹیکس کوئٹہ کورٹ معیشت سماعت شہری سیلاب بینک کراچی وزیر اسمبلی اجلاس منصوبہ تعلیم زراعت محصولات حکومت الیکشن مہنگائی کارروائی پانی بارش قرض لاہور اعظم سینیٹ فیصلہ ترقی صحت صنعت اسلام عدالت کمیشن پولیس تحقیقات بجلی موسم ادائیگی پشاور سپریم بجٹ درخواست عوام سڑک تجارت آباد پارلیمنٹ قومی رپورٹ بیان گیس کسان ٹیکس کوئٹہ کورٹ معیشت سماعت شہری سیلاب بینک کراچی وزیر اسمبلی اجلاس منصوبہ تعلیم زراعت محصولات حکومت الیکشن مہنگائی کارروائی پانی بارش قرض لاہور اعظم سینیٹ فیصلہ ترقی صحت صنعت اسلام عدالت کمیشن پولیس تحقیقات بجلی موسم ادائیگی پشاور سپریم بجٹ درخواست عوام سڑک تجارت آباد پارلیمنٹ قومی رپورٹ بیان گیس کسان ٹیکس کوئٹہ کورٹ معیشت سماعت شہری سیلاب بینک کراچی وزیر اسمبلی اجلاس منصوبہ تعلیم زراعت محصولات حکومت الیکشن مہنگائی کارروائی پانی بارش قرض لاہور اعظم سینیٹ فیصلہ ترقی صحت صنعت اسلام عدالت کمیشن پولیس تحقیقات بجلی موسم ادائیگی پشاور سپریم بجٹ درخواست عوام سڑک تجارت آباد پارلیمنٹ قومی رپورٹ بیان گیس کسان ٹیکس کوئٹہ کورٹ معیشت سماعت شہری سیلاب بینک کراچی وزیر اسمبلی اجلاس منصوبہ تعلیم زراعت محصولات حکومت الیکشن مہنگائی کارروائی پانی بارش قرض لاہور اعظم سینیٹ فیصلہ ترقی صحت صنعت اسلام عدالت کمیشن پولیس۔	[604, 1209, 717, 1625]
item-header	[244, 611, 357, 626]
item-title: تری جاں تک	[845, 1275, 915, 1290]
item-title: سیلاب	[124, 1425, 188, 1440]
item-body-text: وزیر اسمبلی اجلاس منصوبہ تعلیم زراعت محصولات حکومت الیکشن مہنگائی کارروائی پانی بارش قرض لاہور اعظم سینیٹ فیصلہ ترقی صحت صنعت اسلام عدالت کمیشن پولیس تحقیقات بجلی موسم ادائیگی پشاور سپریم بجٹ درخواست عوام سڑک تجارت آباد پارلیمنٹ قومی رپورٹ بیان گیس کسان ٹیکس کوئٹہ کورٹ معیشت سماعت شہری سیلاب بینک کراچی وزیر اسمبلی اجلاس منصوبہ تعلیم زراعت محصولات حکومت الیکشن مہنگائی کارروائی پانی بارش قرض لاہور اعظم سینیٹ فیصلہ ترقی صحت صنعت اسلام عدالت کمیشن پولیس تحقیقات بجلی موسم ادائیگی پشاور سپریم بجٹ درخواست عوام سڑک تجارت آباد پارلیمنٹ قومی رپورٹ بیان گیس کسان ٹیکس کوئٹہ کورٹ معیشت سماعت شہری سیلاب بینک کراچی وزیر۔	[244, 1500, 357, 1712]
item-number: چیٹر 26	[428, 611, 477, 626]
item-header	[484, 1076, 597, 1091]
item-header	[724, 1580, 839, 1595]
item-header	[724, 29, 839, 44]
news-item	[724, 1577, 839, 1767]
item-body-text: قومی رپورٹ بیان گیس کسان ٹیکس کوئٹہ کورٹ معیشت سماعت شہری سیلاب بینک کراچی وزیر اسمبلی اجلاس منصوبہ تعلیم زراعت محصولات حکومت الیکشن مہنگائی کارروائی پانی بارش قرض لاہور اعظم سینیٹ فیصلہ ترقی صحت صنعت اسلام عدالت کمیشن پولیس تحقیقات بجلی موسم ادائیگی پشاور سپریم بجٹ درخواست عوام سڑک تجارت آباد پارلیمنٹ قومی رپورٹ بیان گیس کسان ٹیکس کوئٹہ کورٹ معیشت سماعت شہری سیلاب بینک کراچی وزیر اسمبلی اجلاس منصوبہ تعلیم زراعت محصولات حکومت الیکشن مہنگائی کارروائی پانی بارش قرض لاہور اعظم سینیٹ فیصلہ ترقی صحت صنعت اسلام۔	[845, 1292, 957, 1466]
news-item	[4, 26, 117, 1767]
news-item	[845, 1023, 957, 1268]
item-body-text: بینک کراچی وزیر اسمبلی اجلاس منصوبہ تعلیم زراعت محصولات حکومت الیکشن مہنگائی کارروائی پانی بارش قرض لاہور اعظم سینیٹ فیصلہ ترقی صحت صنعت اسلام عدالت کمیشن پولیس تحقیقات بجلی موسم ادائیگی پشاور سپریم بجٹ درخواست عوام سڑک تجارت آباد پارلیمنٹ قومی رپورٹ بیان گیس کسان ٹیکس کوئٹہ کورٹ معیشت سماعت شہری سیلاب بینک کراچی وزیر اسمبلی اجلاس منصوبہ تعلیم زراعت محصولات حکومت الیکشن مہنگائی کارروائی پانی بارش قرض لاہور اعظم سینیٹ فیصلہ ترقی صحت صنعت اسلام عدالت کمیشن پولیس تحقیقات بجلی موسم ادائیگی پشاور سپریم بجٹ درخواست عوام سڑک تجارت آباد پارلیمنٹ قومی رپورٹ بیان گیس کسان ٹیکس کوئٹہ کورٹ معیشت سماعت شہری سیلاب بینک کراچی وزیر اسمبلی اجلاس منصوبہ تعلیم زراعت محصولات حکومت الیکشن مہنگائی کارروائی پانی بارش قرض لاہور اعظم سینیٹ فیصلہ ترقی صحت۔	[484, 1093, 597, 1344]
news-item	[724, 1383, 839, 1573]
item-number: چیٹر 18	[668, 611, 717, 626]
item-header	[845, 29, 957, 44]
news-item	[845, 1272, 957, 1517]
news-item	[124, 1422, 237, 1767]
news-item	[244, 1480, 357, 1767]
item-body-text: اسلام عدالت کمیشن پولیس تحقیقات بجلی موسم ادائیگی پشاور سپریم بجٹ درخواست عوام سڑک تجارت آباد پارلیمنٹ قومی رپورٹ بیان گیس کسان ٹیکس کوئٹہ کورٹ معیشت سماعت شہری سیلاب بینک کراچی وزیر اسمبلی اجلاس منصوبہ تعلیم زراعت محصولات حکومت الیکشن مہنگائی کارروائی پانی بارش قرض لاہور اعظم سینیٹ فیصلہ ترقی صحت صنعت اسلام عدالت کمیشن پولیس تحقیقات بجلی موسم ادائیگی پشاور سپریم بجٹ درخواست عوام سڑک تجارت آباد پارلیمنٹ قومی رپورٹ بیان گیس کسان ٹیکس کوئٹہ کورٹ معیشت سماعت شہری سیلاب بینک کراچی وزیر اسمبلی اجلاس منصوبہ تعلیم زراعت محصولات حکومت الیکشن مہنگائی کارروائی پانی بارش قرض لاہور اعظم سینیٹ فیصلہ ترقی صحت صنعت اسلام۔	[244, 627, 357, 840]
news-item	[484, 1422, 597, 1767]
item-number: چیٹر 12	[790, 805, 839, 820]
news-item	[724, 220, 839, 410]
item-body-text: بجٹ درخواست عوام سڑک تجارت آباد پارلیمنٹ قومی رپورٹ بیان گیس کسان ٹیکس کوئٹہ کورٹ معیشت سماعت شہری سیلاب بینک کراچی وزیر اسمبلی اجلاس منصوبہ تعلیم زراعت محصولات حکومت الیکشن مہنگائی کارروائی پانی بارش قرض لاہور اعظم سینیٹ فیصلہ ترقی صحت صنعت اسلام عدالت کمیشن پولیس تحقیقات بجلی موسم ادائیگی پشاور سپریم بجٹ درخواست عوام سڑک تجارت آباد پارلیمنٹ قومی رپورٹ بیان گیس کسان ٹیکس کوئٹہ کورٹ معیشت سماعت شہری سیلاب بینک کراچی وزیر اسمبلی اجلاس منصوبہ تعلیم زراعت محصولات حکومت الیکشن مہنگائی کارروائی پانی بارش قرض لاہور۔	[845, 1541, 957, 1715]
news-item	[124, 375, 237, 720]
item-title: مشرقی	[244, 320, 308, 335]
news-item	[724, 995, 839, 1185]
item-body-text: صحت صنعت اسلام عدالت کمیشن پولیس تحقیقات بجلی موسم ادائیگی پشاور سپریم بجٹ درخواست عوام سڑک تجارت آباد پارلیمنٹ قومی رپورٹ بیان گیس کسان ٹیکس کوئٹہ کورٹ معیشت سماعت شہری سیلاب بینک کراچی وزیر اسمبلی اجلاس منصوبہ تعلیم زراعت محصولات حکومت الیکشن مہنگائی کارروائی پانی بارش قرض لاہور اعظم سینیٹ فیصلہ ترقی صحت صنعت اسلام عدالت کمیشن پولیس تحقیقات بجلی موسم ادائیگی پشاور سپریم بجٹ درخواست عوام سڑک تجارت آباد پارلیمنٹ قومی رپورٹ بیان گیس کسان ٹیکس کوئٹہ کورٹ معیشت سماعت شہری سیلاب بینک کراچی وزیر اسمبلی اجلاس منصوبہ تعلیم زراعت محصولات حکومت الیکشن مہنگائی کارروائی پانی بارش قرض لاہور اعظم سینیٹ فیصلہ ترقی صحت صنعت اسلام عدالت کمیشن پولیس تحقیقات بجلی موسم ادائیگی پشاور سپریم بجٹ درخواست عوام سڑک تجارت آباد پارلیمنٹ قومی رپورٹ بیان۔	[484, 46, 597, 297]
news-item	[724, 802, 839, 992]
item-header	[124, 727, 237, 742]
item-number: چیٹر 6	[915, 1275, 957, 1290]
news-item	[484, 1073, 597, 1418]
item-body-text: پارلیمنٹ قومی رپورٹ بیان گیس کسان ٹیکس کوئٹہ کورٹ معیشت سماعت شہری سیلاب بینک کراچی وزیر اسمبلی اجلاس منصوبہ تعلیم زراعت محصولات حکومت الیکشن مہنگائی کارروائی پانی بارش قرض لاہور اعظم سینیٹ فیصلہ ترقی صحت صنعت اسلام عدالت کمیشن پولیس تحقیقات بجلی موسم ادائیگی پشاور سپریم بجٹ درخواست عوام سڑک تجارت آباد پارلیمنٹ قومی رپورٹ بیان گیس کسان ٹیکس کوئٹہ کورٹ معیشت سماعت شہری سیلاب بینک کراچی وزیر اسمبلی اجلاس منصوبہ تعلیم زراعت محصولات حکومت الیکشن مہنگائی کارروائی پانی بارش قرض لاہور اعظم سینیٹ فیصلہ ترقی صحت صنعت اسلام عدالت کمیشن پولیس تحقیقات بجلی موسم ادائیگی پشاور سپریم بجٹ درخواست عوام سڑک تجارت آباد پارلیمنٹ قومی رپورٹ بیان گیس کسان ٹیکس کوئٹہ کورٹ معیشت سماعت شہری سیلاب بینک کراچی وزیر اسمبلی اجلاس منصوبہ تعلیم زراعت محصولات حکومت الیکشن مہنگائی کارروائی پانی بارش قرض لاہور اعظم سینیٹ فیصلہ ترقی صحت صنعت اسلام عدالت کمیشن پولیس تحقیقات بجلی موسم ادائیگی پشاور سپریم بجٹ درخواست عوام سڑک تجارت آباد پارلیمنٹ قومی رپورٹ بیان گیس کسان ٹیکس کوئٹہ کورٹ معیشت سماعت شہری سیلاب بینک کراچی وزیر اسمبلی اجلاس منصوبہ تعلیم زراعت محصولات حکومت الیکشن مہنگائی کارروائی پانی بارش قرض لاہور اعظم سینیٹ فیصلہ ترقی صحت صنعت اسلام عدالت کمیشن پولیس تحقیقات بجلی موسم ادائیگی پشاور سپریم بجٹ درخواست عوام سڑک تجارت آباد پارلیمنٹ قومی۔	[604, 46, 717, 462]
item-title: سامان چوری	[724, 1386, 790, 1401]
news-column	[600, 24, 720, 1769]
item-number: چیٹر 30	[308, 611, 357, 626]
item-header	[724, 1386, 839, 1401]
news-item	[244, 1189, 357, 1476]
news-item	[244, 898, 357, 1185]
news-item	[724, 608, 839, 798]
item-body-text: کراچی وزیر اسمبلی اجلاس منصوبہ تعلیم زراعت محصولات حکومت الیکشن مہنگائی کارروائی پانی بارش قرض لاہور اعظم سینیٹ فیصلہ ترقی صحت صنعت اسلام عدالت کمیشن پولیس تحقیقات بجلی موسم ادائیگی پشاور سپریم بجٹ درخواست عوام سڑک تجارت آباد پارلیمنٹ قومی رپورٹ بیان گیس کسان ٹیکس کوئٹہ کورٹ معیشت سماعت شہری سیلاب بینک کراچی وزیر اسمبلی اجلاس منصوبہ تعلیم زراعت محصولات حکومت الیکشن مہنگائی کارروائی پانی بارش قرض لاہور اعظم سینیٹ فیصلہ۔	[724, 1597, 839, 1741]
item-body-text: زراعت محصولات حکومت الیکشن مہنگائی کارروائی پانی بارش قرض لاہور اعظم سینیٹ فیصلہ ترقی صحت صنعت اسلام عدالت کمیشن پولیس تحقیقات بجلی موسم ادائیگی پشاور سپریم بجٹ درخواست عوام سڑک تجارت آباد پارلیمنٹ قومی رپورٹ بیان گیس کسان ٹیکس کوئٹہ کورٹ معیشت سماعت شہری سیلاب بینک کراچی وزیر اسمبلی اجلاس منصوبہ تعلیم زراعت محصولات حکومت الیکشن مہنگائی کارروائی پانی بارش قرض لاہور اعظم سینیٹ فیصلہ ترقی صحت صنعت اسلام عدالت کمیشن پولیس تحقیقات بجلی موسم ادائیگی پشاور سپریم بجٹ درخواست عوام سڑک تجارت آباد پارلیمنٹ قومی رپورٹ بیان گیس کسان ٹیکس کوئٹہ کورٹ معیشت سماعت شہری سیلاب بینک کراچی وزیر اسمبلی اجلاس منصوبہ تعلیم زراعت محصولات حکومت الیکشن مہنگائی کارروائی پانی بارش قرض لاہور اعظم سینیٹ فیصلہ ترقی صحت صنعت اسلام عدالت کمیشن پولیس تحقیقات بجلی۔	[484, 744, 597, 995]
news-item	[845, 275, 957, 520]
item-number: چیٹر 1	[915, 29, 957, 44]
news-item	[244, 26, 357, 313]
item-number: چیٹر 3	[915, 528, 957, 543]
